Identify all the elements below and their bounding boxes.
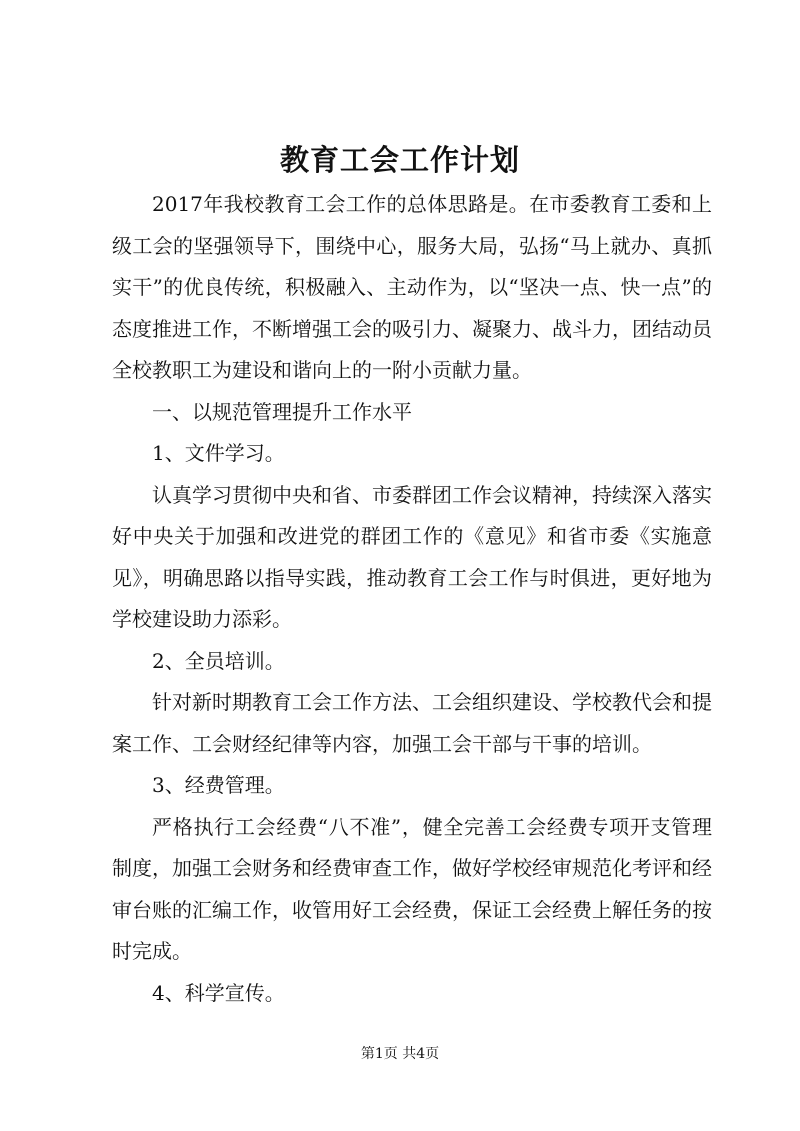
- document-title: 教育工会工作计划: [279, 143, 520, 177]
- page-number-footer: 第1页 共4页: [360, 1046, 440, 1062]
- section-heading-1: 一、以规范管理提升工作水平: [152, 399, 412, 424]
- subheading-file-study: 1、文件学习。: [152, 441, 285, 465]
- subheading-publicity: 4、科学宣传。: [152, 980, 285, 1005]
- subheading-training: 2、全员培训。: [152, 648, 285, 673]
- paragraph-funds: 严格执行工会经费“八不准”，健全完善工会经费专项开支管理制度，加强工会财务和经费审查工作，做好学校经审规范化考评和经审台账的汇编工作，收管用好工会经费，保证工会经费上解任务的按时完成。: [112, 814, 712, 963]
- paragraph-training: 针对新时期教育工会工作方法、工会组织建设、学校教代会和提案工作、工会财经纪律等内容，加强工会干部与干事的培训。: [112, 690, 712, 756]
- paragraph-file-study: 认真学习贯彻中央和省、市委群团工作会议精神，持续深入落实好中央关于加强和改进党的群团工作的《意见》和省市委《实施意见》，明确思路以指导实践，推动教育工会工作与时俱进，更好地为学校建设助力添彩。: [112, 482, 712, 631]
- subheading-funds: 3、经费管理。: [152, 773, 285, 797]
- document-body: [112, 184, 712, 1014]
- paragraph-intro: 2017年我校教育工会工作的总体思路是。在市委教育工委和上级工会的坚强领导下，围绕中心，服务大局，弘扬“马上就办、真抓实干”的优良传统，积极融入、主动作为，以“坚决一点、快一点”的态度推进工作，不断增强工会的吸引力、凝聚力、战斗力，团结动员全校教职工为建设和谐向上的一附小贡献力量。: [112, 192, 712, 382]
